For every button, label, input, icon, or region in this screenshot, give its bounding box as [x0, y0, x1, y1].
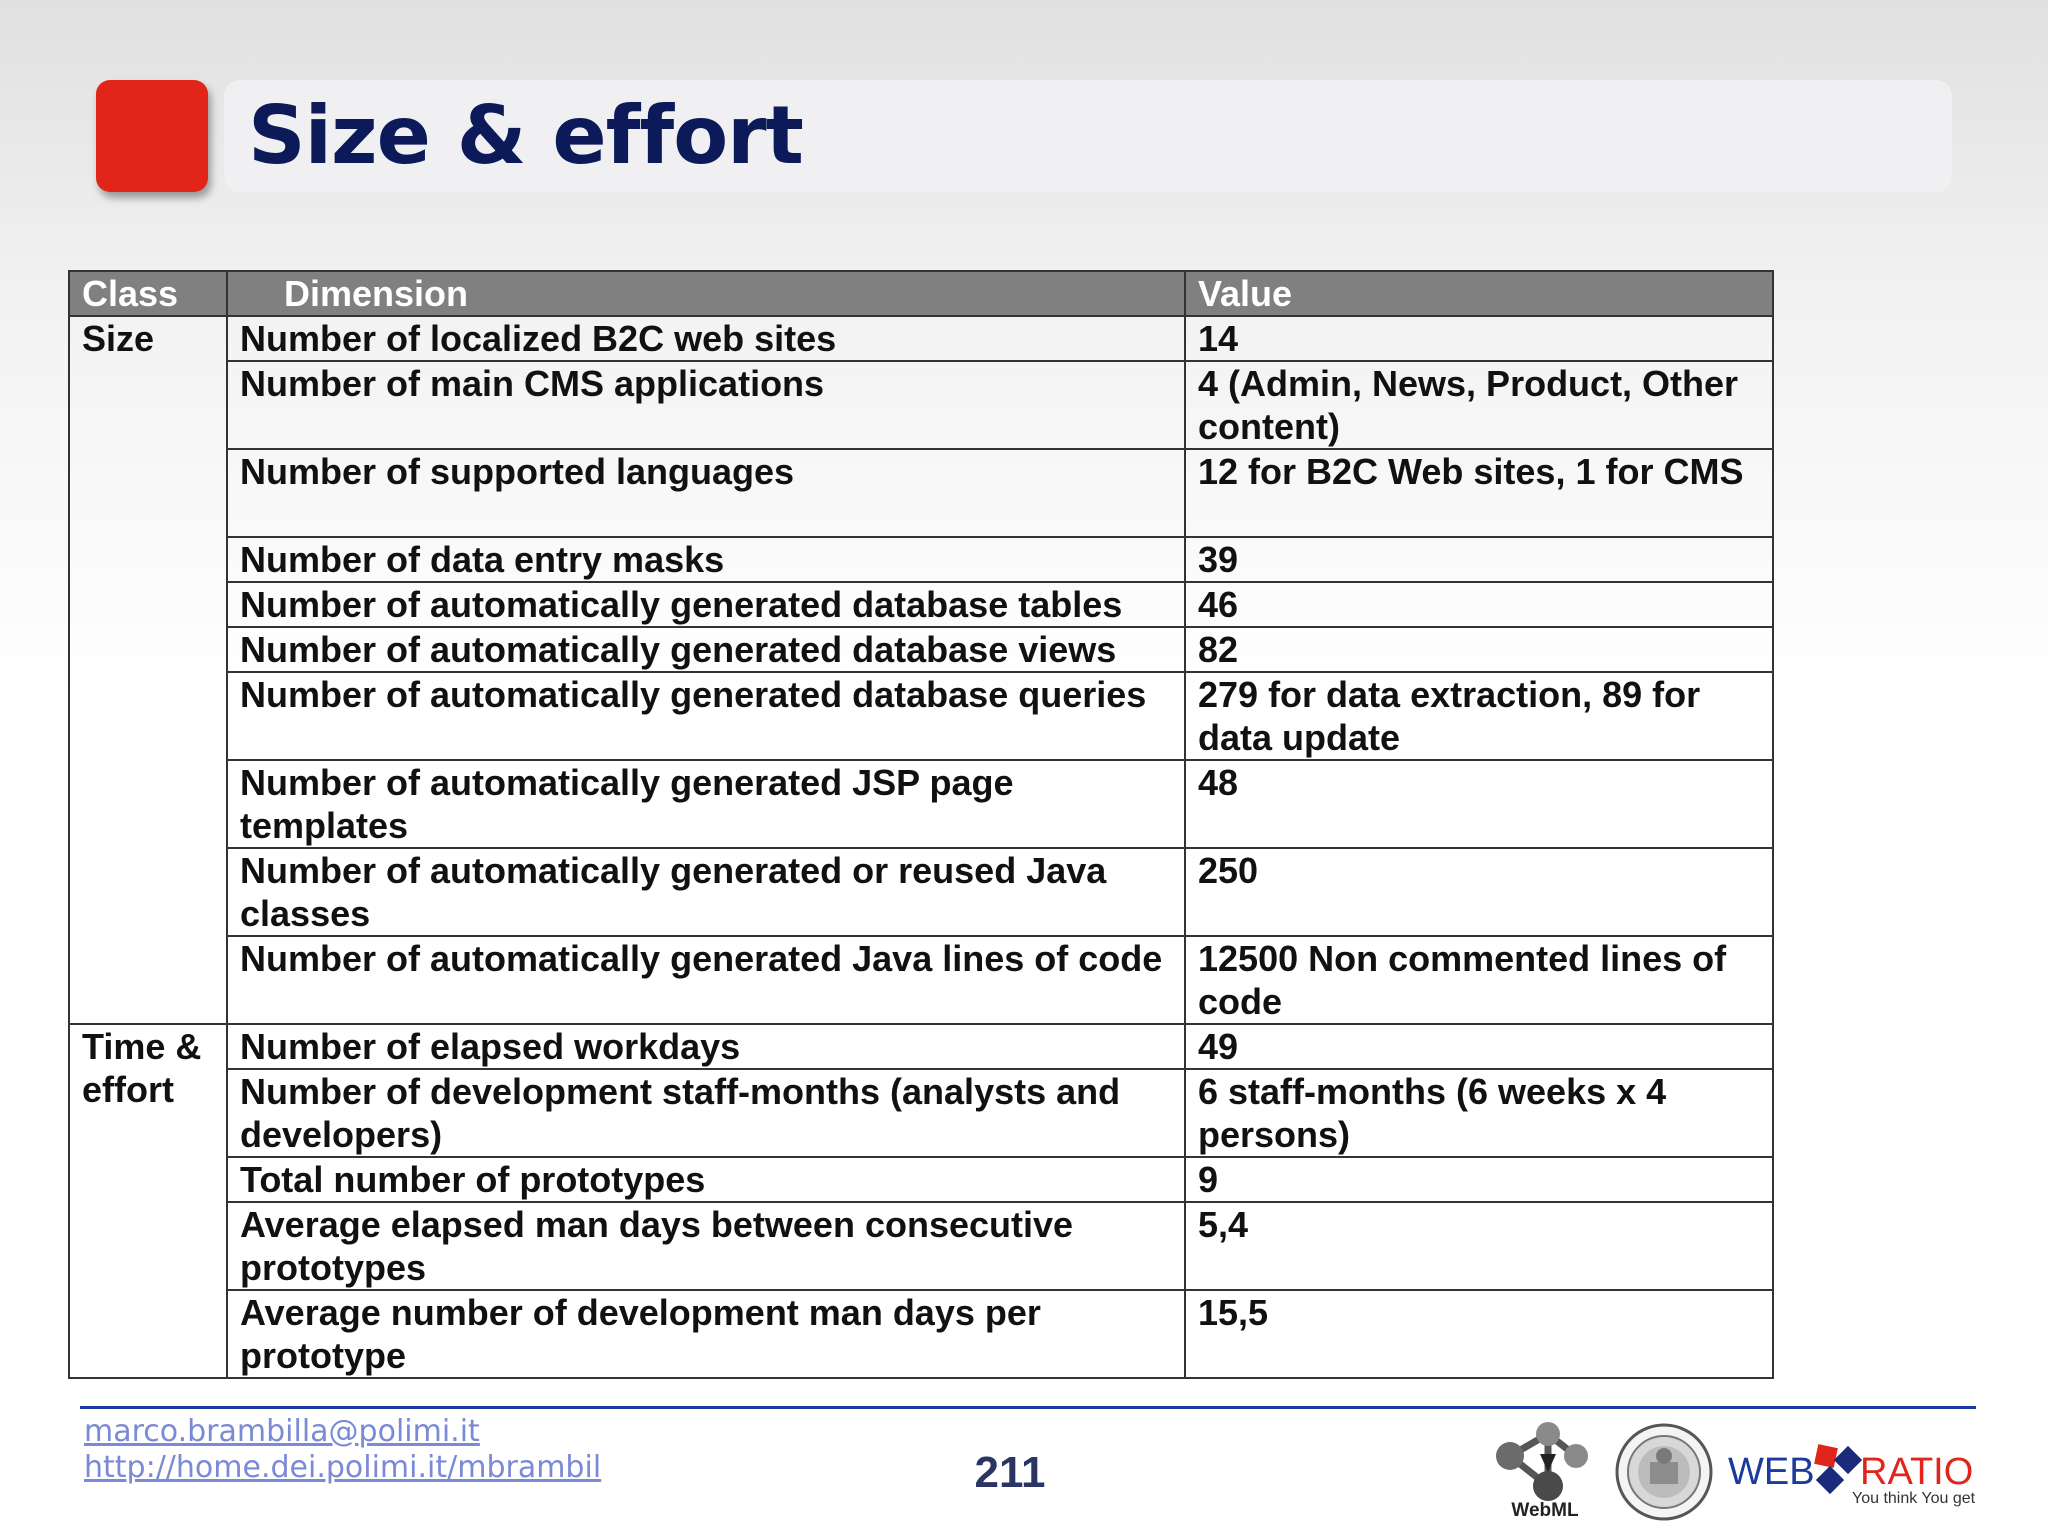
- table-row: [69, 1069, 1773, 1157]
- title-bar: [224, 80, 1952, 192]
- value-cell: 12500 Non commented lines of code: [1185, 936, 1773, 1024]
- table-row: [69, 537, 1773, 582]
- header-value: Value: [1185, 271, 1773, 316]
- table-row: [69, 672, 1773, 760]
- page-number: 211: [974, 1448, 1046, 1497]
- value-cell: 82: [1185, 627, 1773, 672]
- value-cell: 279 for data extraction, 89 for data update: [1185, 672, 1773, 760]
- class-cell-time-effort: Time & effort: [69, 1024, 227, 1378]
- dimension-cell: Average number of development man days per prototype: [227, 1290, 1185, 1378]
- value-cell: 250: [1185, 848, 1773, 936]
- dimension-cell: Number of localized B2C web sites: [227, 316, 1185, 361]
- header-class: Class: [69, 271, 227, 316]
- value-cell: 46: [1185, 582, 1773, 627]
- size-effort-table: [68, 270, 1774, 1379]
- table-row: [69, 316, 1773, 361]
- dimension-cell: Number of data entry masks: [227, 537, 1185, 582]
- table-row: [69, 582, 1773, 627]
- webratio-web-text: WEB: [1728, 1451, 1815, 1493]
- table-row: [69, 848, 1773, 936]
- title-accent-square: [96, 80, 208, 192]
- value-cell: 6 staff-months (6 weeks x 4 persons): [1185, 1069, 1773, 1157]
- dimension-cell: Number of automatically generated Java lines of code: [227, 936, 1185, 1024]
- table-row: [69, 1290, 1773, 1378]
- polimi-seal-icon: [1614, 1422, 1714, 1522]
- value-cell: 14: [1185, 316, 1773, 361]
- value-cell: 39: [1185, 537, 1773, 582]
- slide-title: Size & effort: [248, 89, 803, 182]
- value-cell: 15,5: [1185, 1290, 1773, 1378]
- dimension-cell: Number of supported languages: [227, 449, 1185, 537]
- table-row: [69, 361, 1773, 449]
- table-row: [69, 449, 1773, 537]
- webratio-ratio-text: RATIO: [1860, 1451, 1974, 1493]
- dimension-cell: Number of automatically generated JSP page templates: [227, 760, 1185, 848]
- table-row: [69, 627, 1773, 672]
- email-link[interactable]: marco.brambilla@polimi.it: [84, 1414, 480, 1449]
- value-cell: 9: [1185, 1157, 1773, 1202]
- dimension-cell: Number of automatically generated database views: [227, 627, 1185, 672]
- value-cell: 4 (Admin, News, Product, Other content): [1185, 361, 1773, 449]
- class-cell-size: Size: [69, 316, 227, 1024]
- footer-divider: [80, 1406, 1976, 1409]
- value-cell: 48: [1185, 760, 1773, 848]
- table-row: [69, 760, 1773, 848]
- table-header-row: [69, 271, 1773, 316]
- value-cell: 12 for B2C Web sites, 1 for CMS: [1185, 449, 1773, 537]
- dimension-cell: Number of development staff-months (analysts and developers): [227, 1069, 1185, 1157]
- table-row: [69, 1202, 1773, 1290]
- table-row: [69, 1024, 1773, 1069]
- dimension-cell: Average elapsed man days between consecutive prototypes: [227, 1202, 1185, 1290]
- dimension-cell: Number of automatically generated database tables: [227, 582, 1185, 627]
- value-cell: 49: [1185, 1024, 1773, 1069]
- webml-label: WebML: [1511, 1500, 1579, 1521]
- dimension-cell: Number of elapsed workdays: [227, 1024, 1185, 1069]
- dimension-cell: Total number of prototypes: [227, 1157, 1185, 1202]
- dimension-cell: Number of automatically generated or reused Java classes: [227, 848, 1185, 936]
- footer-links: [84, 1414, 601, 1486]
- dimension-cell: Number of automatically generated database queries: [227, 672, 1185, 760]
- dimension-cell: Number of main CMS applications: [227, 361, 1185, 449]
- value-cell: 5,4: [1185, 1202, 1773, 1290]
- table-row: [69, 1157, 1773, 1202]
- homepage-link[interactable]: http://home.dei.polimi.it/mbrambil: [84, 1450, 602, 1485]
- webratio-tagline: You think You get: [1852, 1490, 1976, 1507]
- table-row: [69, 936, 1773, 1024]
- header-dimension: Dimension: [227, 271, 1185, 316]
